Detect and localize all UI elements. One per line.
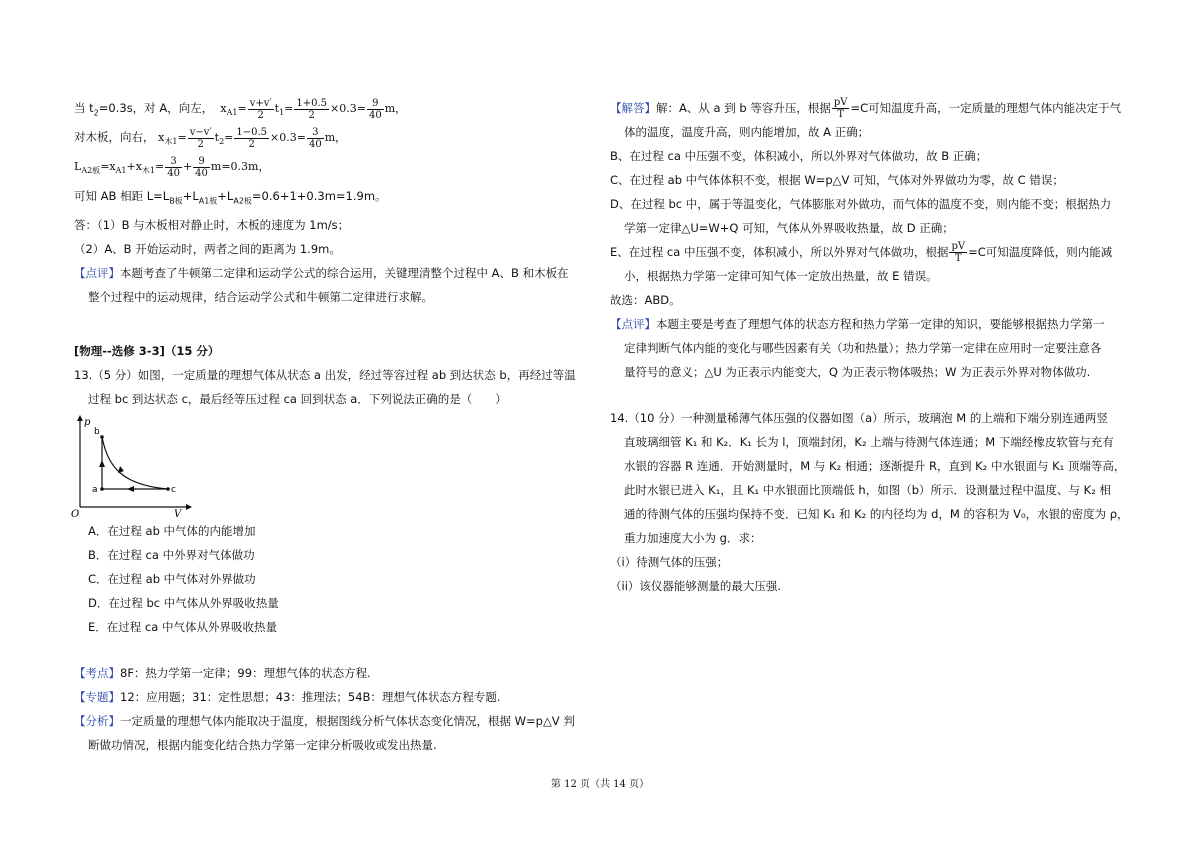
solution-line: 学第一定律△U=W+Q 可知，气体从外界吸收热量，故 D 正确； — [624, 221, 954, 235]
solution-tag: 【解答】 — [610, 101, 656, 115]
state-a-point — [100, 487, 104, 491]
question-14-text: 14.（10 分）一种测量稀薄气体压强的仪器如图（a）所示，玻璃泡 M 的上端和下端分别连通两竖 — [610, 411, 1108, 425]
comment-line: 量符号的意义；△U 为正表示内能变大，Q 为正表示物体吸热；W 为正表示外界对物体做功. — [624, 365, 1091, 379]
left-column — [71, 96, 584, 757]
knowledge-point: 【考点】8F：热力学第一定律；99：理想气体的状态方程. — [74, 665, 371, 680]
origin-label: O — [71, 508, 80, 520]
comment-paragraph: 【点评】本题主要是考查了理想气体的状态方程和热力学第一定律的知识，要能够根据热力学第一 — [610, 317, 1105, 331]
process-ab-arrow-icon — [99, 460, 105, 467]
solution-c: C、在过程 ab 中气体体积不变，根据 W=p△V 可知，气体对外界做功为零，故 C 错误； — [610, 173, 1064, 187]
solution-e: E、在过程 ca 中压强不变，体积减小，所以外界对气体做功，根据 $\frac{pV}{T}$ =C可知温度降低，则内能减 — [610, 241, 1113, 264]
solution-line: 对木板，向右， $x_{木1}=$ $\frac{v-v'}{2}$ $t_2=$ $\frac{1-0.5}{2}$ ×0.3= $\frac{3}{40}$ m， — [74, 126, 347, 150]
p-label: p — [84, 416, 91, 428]
answer-line: （2）A、B 开始运动时，两者之间的距离为 1.9m。 — [74, 241, 341, 256]
v-label: V — [174, 508, 182, 520]
question-13-text: 13.（5 分）如图，一定质量的理想气体从状态 a 出发，经过等容过程 ab 到达状态 b，再经过等温 — [74, 367, 576, 382]
option-d: D．在过程 bc 中气体从外界吸收热量 — [88, 595, 279, 610]
section-heading: [物理--选修 3-3]（15 分） — [74, 343, 220, 358]
answer-line: 答：（1）B 与木板相对静止时，木板的速度为 1m/s； — [74, 217, 350, 232]
question-14-text: 此时水银已进入 K₁，且 K₁ 中水银面比顶端低 h，如图（b）所示．设测量过程中温度、与 K₂ 相 — [624, 483, 1111, 497]
option-c: C．在过程 ab 中气体对外界做功 — [88, 571, 256, 586]
solution-line: 可知 AB 相距 $L=L_{B板}+L_{A1板}+L_{A2板}=0.6+1+0.3m=1.9m$。 — [74, 188, 387, 205]
question-14-text: 直玻璃细管 K₁ 和 K₂．K₁ 长为 l，顶端封闭，K₂ 上端与待测气体连通；M 下端经橡皮软管与充有 — [624, 435, 1114, 449]
solution-line: 小，根据热力学第一定律可知气体一定放出热量，故 E 错误。 — [624, 269, 938, 283]
comment-tag: 【点评】 — [74, 265, 120, 280]
pv-diagram — [71, 415, 194, 520]
topic: 【专题】12：应用题；31：定性思想；43：推理法；54B：理想气体状态方程专题. — [74, 689, 501, 704]
page-footer: 第 12 页（共 14 页） — [550, 779, 650, 790]
comment-paragraph: 【点评】本题考查了牛顿第二定律和运动学公式的综合运用，关键理清整个过程中 A、B 和木板在 — [74, 265, 569, 280]
right-column — [610, 96, 1130, 598]
state-b-label: b — [94, 426, 100, 437]
solution-d: D、在过程 bc 中，属于等温变化，气体膨胀对外做功，而气体的温度不变，则内能不变；根据热力 — [610, 197, 1112, 211]
question-13-text: 过程 bc 到达状态 c，最后经等压过程 ca 回到状态 a．下列说法正确的是（ ） — [88, 391, 507, 406]
v-axis-arrow-icon — [186, 504, 192, 510]
question-14-text: 水银的容器 R 连通．开始测量时，M 与 K₂ 相通；逐渐提升 R，直到 K₂ 中水银面与 K₁ 顶端等高， — [624, 459, 1126, 473]
comment-line: 定律判断气体内能的变化与哪些因素有关（功和热量）；热力学第一定律在应用时一定要注意各 — [624, 341, 1102, 355]
solution-line: $L_{A2板}=x_{A1}+x_{木1}=$ $\frac{3}{40}$ + $\frac{9}{40}$ m=0.3m， — [74, 155, 270, 179]
p-axis-arrow-icon — [77, 415, 83, 421]
solution-b: B、在过程 ca 中压强不变，体积减小，所以外界对气体做功，故 B 正确； — [610, 149, 988, 163]
option-b: B．在过程 ca 中外界对气体做功 — [88, 547, 255, 562]
option-e: E．在过程 ca 中气体从外界吸收热量 — [88, 619, 277, 634]
question-14-text: 重力加速度大小为 g．求： — [624, 531, 762, 545]
solution-line: 当 $t_2=0.3s$，对 A，向左， $x_{A1}=$ $\frac{v+v'}{2}$ $t_1=$ $\frac{1+0.5}{2}$ ×0.3= $\frac{9}{40}$ m， — [74, 97, 407, 121]
process-bc-arrow-icon — [118, 466, 124, 473]
option-a: A．在过程 ab 中气体的内能增加 — [88, 523, 256, 538]
analysis-line: 断做功情况，根据内能变化结合热力学第一定律分析吸收或发出热量. — [88, 737, 437, 752]
answer-choice: 故选：ABD。 — [610, 293, 681, 307]
analysis: 【分析】一定质量的理想气体内能取决于温度，根据图线分析气体状态变化情况，根据 W=p△V 判 — [74, 713, 575, 728]
state-a-label: a — [92, 484, 98, 495]
question-14-text: 通的待测气体的压强均保持不变．已知 K₁ 和 K₂ 的内径均为 d，M 的容积为 V₀，水银的密度为 ρ， — [624, 507, 1129, 521]
state-c-label: c — [171, 484, 176, 495]
solution-a: 【解答】解：A、从 a 到 b 等容升压，根据 $\frac{pV}{T}$ =C可知温度升高，一定质量的理想气体内能决定于气 — [610, 97, 1122, 120]
process-ca-arrow-icon — [127, 486, 134, 492]
comment-line: 整个过程中的运动规律，结合运动学公式和牛顿第二定律进行求解。 — [88, 289, 433, 304]
state-b-point — [100, 435, 104, 439]
comment-tag: 【点评】 — [610, 317, 656, 331]
solution-line: 体的温度，温度升高，则内能增加，故 A 正确； — [624, 125, 870, 139]
question-14-part-i: （i）待测气体的压强； — [610, 555, 729, 569]
question-14-part-ii: （ii）该仪器能够测量的最大压强. — [610, 579, 782, 593]
state-c-point — [166, 487, 170, 491]
process-bc — [102, 437, 168, 489]
